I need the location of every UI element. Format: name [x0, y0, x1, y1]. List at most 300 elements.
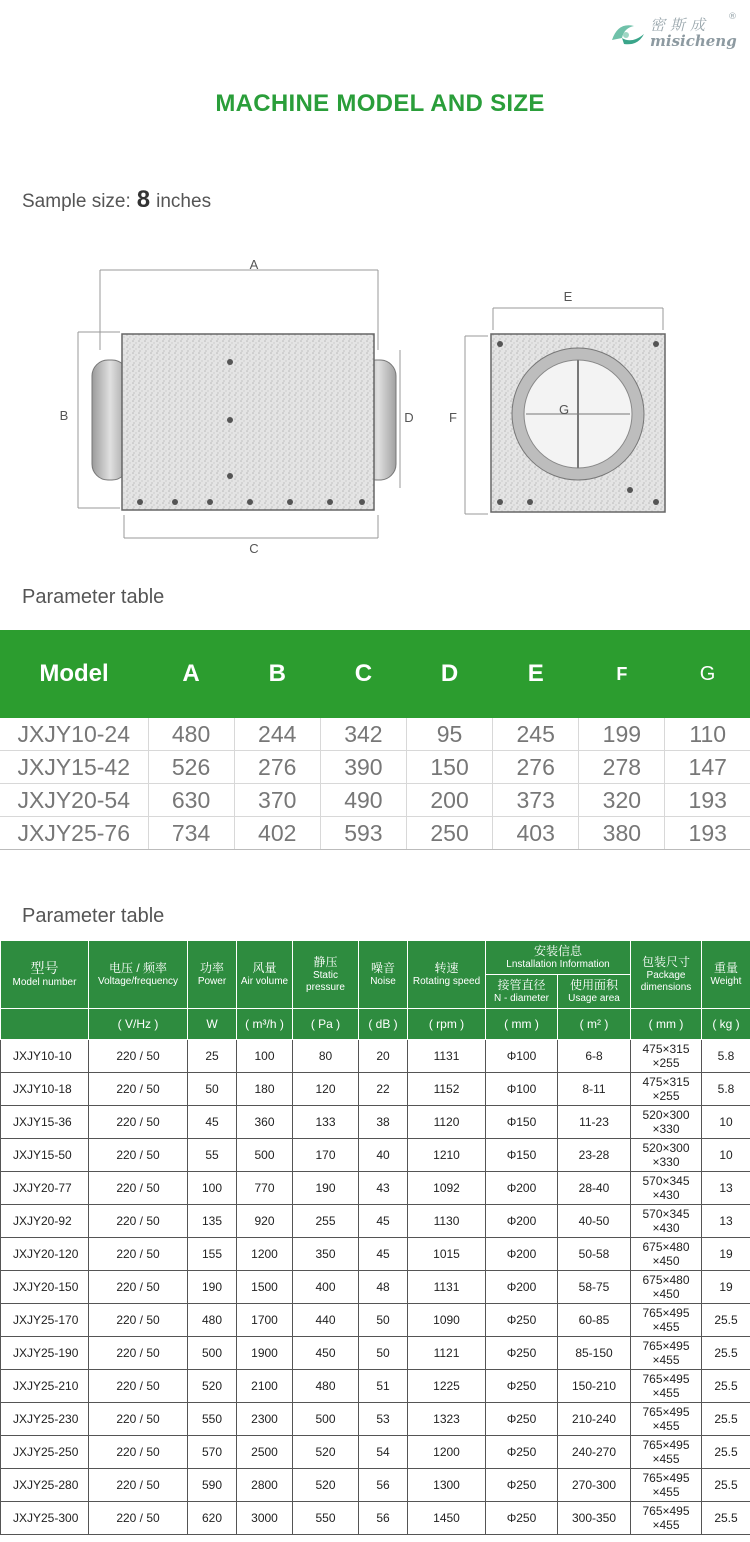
- table-cell: 500: [237, 1139, 293, 1172]
- weight-cell: 19: [702, 1238, 750, 1271]
- table-cell: 276: [493, 751, 579, 784]
- unit-package: ( mm ): [631, 1009, 702, 1040]
- unit-static: ( Pa ): [293, 1009, 359, 1040]
- weight-cell: 13: [702, 1172, 750, 1205]
- header-installation: 安装信息 Lnstallation Information: [486, 941, 631, 975]
- model-cell: JXJY15-50: [1, 1139, 89, 1172]
- package-line-1: 570×345: [642, 1174, 690, 1188]
- page-title: MACHINE MODEL AND SIZE: [215, 90, 545, 117]
- package-line-1: 765×495: [642, 1471, 690, 1485]
- header-voltage: 电压 / 频率 Voltage/frequency: [89, 941, 188, 1009]
- table-cell: 220 / 50: [89, 1073, 188, 1106]
- table-cell: 770: [237, 1172, 293, 1205]
- parameter-table: [0, 940, 750, 1535]
- table-cell: 220 / 50: [89, 1106, 188, 1139]
- model-cell: JXJY20-150: [1, 1271, 89, 1304]
- table-cell: 48: [359, 1271, 408, 1304]
- package-cell: [631, 1106, 702, 1139]
- table-cell: 45: [359, 1238, 408, 1271]
- table-cell: 56: [359, 1502, 408, 1535]
- table-cell: 135: [188, 1205, 237, 1238]
- table-cell: 190: [293, 1172, 359, 1205]
- table-cell: 40: [359, 1139, 408, 1172]
- package-cell: [631, 1139, 702, 1172]
- unit-power: W: [188, 1009, 237, 1040]
- package-line-2: ×330: [652, 1155, 680, 1169]
- table-cell: 210-240: [558, 1403, 631, 1436]
- table-row: [1, 1238, 750, 1271]
- table-cell: 450: [293, 1337, 359, 1370]
- package-line-2: ×455: [652, 1485, 680, 1499]
- table-cell: 110: [665, 718, 750, 751]
- table-cell: 25: [188, 1040, 237, 1073]
- table-cell: 220 / 50: [89, 1172, 188, 1205]
- dimension-diagram: [0, 250, 750, 560]
- table-cell: 220 / 50: [89, 1139, 188, 1172]
- table-cell: Φ250: [486, 1502, 558, 1535]
- table-cell: 45: [359, 1205, 408, 1238]
- table-cell: 402: [234, 817, 320, 850]
- package-cell: [631, 1073, 702, 1106]
- header-static-pressure: 静压 Static pressure: [293, 941, 359, 1009]
- table-cell: 440: [293, 1304, 359, 1337]
- table-cell: Φ100: [486, 1073, 558, 1106]
- package-line-1: 765×495: [642, 1372, 690, 1386]
- table-cell: Φ250: [486, 1337, 558, 1370]
- model-cell: JXJY15-42: [0, 751, 148, 784]
- sample-size-unit: inches: [156, 191, 212, 212]
- model-cell: JXJY10-18: [1, 1073, 89, 1106]
- table-cell: 2300: [237, 1403, 293, 1436]
- table-cell: 2500: [237, 1436, 293, 1469]
- header-e: E: [493, 630, 579, 718]
- weight-cell: 13: [702, 1205, 750, 1238]
- package-cell: [631, 1337, 702, 1370]
- header-c: C: [320, 630, 406, 718]
- table-cell: 220 / 50: [89, 1304, 188, 1337]
- package-line-2: ×255: [652, 1089, 680, 1103]
- table-cell: 480: [188, 1304, 237, 1337]
- package-line-1: 520×300: [642, 1108, 690, 1122]
- table-row: [1, 1040, 750, 1073]
- table-cell: 500: [293, 1403, 359, 1436]
- table-cell: 250: [406, 817, 492, 850]
- dimension-table: [0, 630, 750, 850]
- table-cell: 500: [188, 1337, 237, 1370]
- weight-cell: 25.5: [702, 1337, 750, 1370]
- model-cell: JXJY20-92: [1, 1205, 89, 1238]
- table-cell: 480: [293, 1370, 359, 1403]
- package-line-1: 475×315: [642, 1075, 690, 1089]
- table-cell: 1121: [408, 1337, 486, 1370]
- table-cell: 58-75: [558, 1271, 631, 1304]
- table-cell: 2800: [237, 1469, 293, 1502]
- table-cell: 1323: [408, 1403, 486, 1436]
- header-model: Model: [0, 630, 148, 718]
- label-f: F: [449, 410, 457, 425]
- table-cell: 85-150: [558, 1337, 631, 1370]
- table-cell: Φ250: [486, 1304, 558, 1337]
- weight-cell: 10: [702, 1106, 750, 1139]
- table-cell: 193: [665, 784, 750, 817]
- table-cell: 95: [406, 718, 492, 751]
- package-line-1: 675×480: [642, 1240, 690, 1254]
- table-cell: 360: [237, 1106, 293, 1139]
- unit-empty: [1, 1009, 89, 1040]
- table-cell: 550: [188, 1403, 237, 1436]
- table-row: [1, 1502, 750, 1535]
- table-row: [1, 1469, 750, 1502]
- table-cell: 220 / 50: [89, 1337, 188, 1370]
- package-cell: [631, 1370, 702, 1403]
- weight-cell: 25.5: [702, 1403, 750, 1436]
- unit-weight: ( kg ): [702, 1009, 750, 1040]
- header-rotating-speed: 转速 Rotating speed: [408, 941, 486, 1009]
- front-view: [449, 289, 665, 514]
- logo-english-text: misicheng: [650, 32, 737, 50]
- table-cell: 60-85: [558, 1304, 631, 1337]
- sample-size: [22, 186, 211, 214]
- table-cell: 155: [188, 1238, 237, 1271]
- table-cell: 193: [665, 817, 750, 850]
- header-model-number: 型号 Model number: [1, 941, 89, 1009]
- table-cell: 590: [188, 1469, 237, 1502]
- package-cell: [631, 1172, 702, 1205]
- package-line-2: ×455: [652, 1353, 680, 1367]
- table-cell: 526: [148, 751, 234, 784]
- table-cell: 620: [188, 1502, 237, 1535]
- package-line-2: ×455: [652, 1518, 680, 1532]
- table-cell: Φ200: [486, 1271, 558, 1304]
- model-cell: JXJY25-170: [1, 1304, 89, 1337]
- table-cell: 6-8: [558, 1040, 631, 1073]
- table-cell: Φ200: [486, 1172, 558, 1205]
- package-line-1: 570×345: [642, 1207, 690, 1221]
- label-a: A: [249, 257, 259, 272]
- table-cell: 390: [320, 751, 406, 784]
- table-cell: 220 / 50: [89, 1238, 188, 1271]
- table-cell: 220 / 50: [89, 1469, 188, 1502]
- table-row: [1, 1106, 750, 1139]
- table-cell: 300-350: [558, 1502, 631, 1535]
- table-cell: 480: [148, 718, 234, 751]
- table-cell: 1700: [237, 1304, 293, 1337]
- sample-size-number: 8: [136, 186, 151, 213]
- table-cell: Φ250: [486, 1436, 558, 1469]
- label-e: E: [563, 289, 573, 304]
- table-cell: Φ250: [486, 1370, 558, 1403]
- table-cell: 40-50: [558, 1205, 631, 1238]
- package-line-2: ×450: [652, 1254, 680, 1268]
- package-line-2: ×455: [652, 1419, 680, 1433]
- header-b: B: [234, 630, 320, 718]
- label-d: D: [404, 410, 414, 425]
- table-cell: 1015: [408, 1238, 486, 1271]
- table-cell: 23-28: [558, 1139, 631, 1172]
- table-cell: Φ250: [486, 1403, 558, 1436]
- table-row: [1, 1172, 750, 1205]
- table-cell: 400: [293, 1271, 359, 1304]
- header-g: G: [665, 630, 750, 718]
- weight-cell: 25.5: [702, 1469, 750, 1502]
- registered-mark: ®: [728, 12, 737, 22]
- table-cell: 45: [188, 1106, 237, 1139]
- weight-cell: 19: [702, 1271, 750, 1304]
- table-cell: 520: [188, 1370, 237, 1403]
- model-cell: JXJY20-77: [1, 1172, 89, 1205]
- model-cell: JXJY25-230: [1, 1403, 89, 1436]
- table-cell: 56: [359, 1469, 408, 1502]
- unit-voltage: ( V/Hz ): [89, 1009, 188, 1040]
- sample-size-prefix: Sample size:: [22, 191, 131, 212]
- package-line-2: ×430: [652, 1221, 680, 1235]
- label-g: G: [558, 402, 570, 417]
- table-cell: 403: [493, 817, 579, 850]
- package-line-2: ×455: [652, 1452, 680, 1466]
- table-cell: 1225: [408, 1370, 486, 1403]
- table-cell: 120: [293, 1073, 359, 1106]
- table-cell: 350: [293, 1238, 359, 1271]
- fan-logo-icon: [608, 18, 648, 48]
- table-cell: 1210: [408, 1139, 486, 1172]
- package-line-1: 520×300: [642, 1141, 690, 1155]
- weight-cell: 5.8: [702, 1073, 750, 1106]
- table-cell: 490: [320, 784, 406, 817]
- header-a: A: [148, 630, 234, 718]
- table-cell: 100: [188, 1172, 237, 1205]
- weight-cell: 10: [702, 1139, 750, 1172]
- model-cell: JXJY25-210: [1, 1370, 89, 1403]
- package-line-1: 765×495: [642, 1405, 690, 1419]
- table-cell: Φ250: [486, 1469, 558, 1502]
- table-cell: 50: [359, 1337, 408, 1370]
- table-cell: 1090: [408, 1304, 486, 1337]
- side-view: [60, 257, 414, 556]
- label-b: B: [59, 408, 69, 423]
- table-cell: 370: [234, 784, 320, 817]
- unit-diameter: ( mm ): [486, 1009, 558, 1040]
- weight-cell: 25.5: [702, 1370, 750, 1403]
- package-line-2: ×455: [652, 1386, 680, 1400]
- model-cell: JXJY20-54: [0, 784, 148, 817]
- table-row: [1, 1370, 750, 1403]
- table-cell: 550: [293, 1502, 359, 1535]
- table-cell: 55: [188, 1139, 237, 1172]
- table-cell: 245: [493, 718, 579, 751]
- table-row: [1, 1436, 750, 1469]
- table-cell: 220 / 50: [89, 1370, 188, 1403]
- model-cell: JXJY10-10: [1, 1040, 89, 1073]
- section-title-dimensions: Parameter table: [22, 586, 165, 608]
- table-cell: 1200: [237, 1238, 293, 1271]
- table-cell: 570: [188, 1436, 237, 1469]
- table-cell: 1130: [408, 1205, 486, 1238]
- unit-air: ( m³/h ): [237, 1009, 293, 1040]
- package-cell: [631, 1040, 702, 1073]
- package-cell: [631, 1238, 702, 1271]
- package-cell: [631, 1271, 702, 1304]
- package-line-1: 765×495: [642, 1306, 690, 1320]
- header-f: F: [579, 630, 665, 718]
- header-usage-area: 使用面积 Usage area: [558, 975, 631, 1009]
- package-cell: [631, 1502, 702, 1535]
- package-line-2: ×430: [652, 1188, 680, 1202]
- table-row: [0, 718, 750, 751]
- table-cell: 276: [234, 751, 320, 784]
- header-noise: 噪音 Noise: [359, 941, 408, 1009]
- package-cell: [631, 1469, 702, 1502]
- brand-logo: [608, 12, 738, 52]
- table-cell: 50: [359, 1304, 408, 1337]
- table-row: [1, 1205, 750, 1238]
- table-cell: 133: [293, 1106, 359, 1139]
- table-cell: 180: [237, 1073, 293, 1106]
- table-cell: 734: [148, 817, 234, 850]
- table-cell: 1131: [408, 1040, 486, 1073]
- table-cell: 150-210: [558, 1370, 631, 1403]
- table-cell: 255: [293, 1205, 359, 1238]
- package-line-1: 765×495: [642, 1504, 690, 1518]
- table-row: [1, 1271, 750, 1304]
- section-title-parameters: Parameter table: [22, 905, 165, 927]
- table-cell: 170: [293, 1139, 359, 1172]
- table-cell: 220 / 50: [89, 1040, 188, 1073]
- package-line-1: 765×495: [642, 1339, 690, 1353]
- table-cell: 1500: [237, 1271, 293, 1304]
- table-cell: 50: [188, 1073, 237, 1106]
- table-cell: Φ100: [486, 1040, 558, 1073]
- model-cell: JXJY15-36: [1, 1106, 89, 1139]
- header-package: 包装尺寸 Package dimensions: [631, 941, 702, 1009]
- header-air-volume: 风量 Air volume: [237, 941, 293, 1009]
- unit-speed: ( rpm ): [408, 1009, 486, 1040]
- table-cell: 1300: [408, 1469, 486, 1502]
- package-cell: [631, 1436, 702, 1469]
- header-power: 功率 Power: [188, 941, 237, 1009]
- weight-cell: 25.5: [702, 1502, 750, 1535]
- label-c: C: [249, 541, 259, 556]
- table-cell: 3000: [237, 1502, 293, 1535]
- model-cell: JXJY10-24: [0, 718, 148, 751]
- table-cell: 11-23: [558, 1106, 631, 1139]
- model-cell: JXJY25-300: [1, 1502, 89, 1535]
- package-line-2: ×330: [652, 1122, 680, 1136]
- table-cell: 51: [359, 1370, 408, 1403]
- package-line-2: ×450: [652, 1287, 680, 1301]
- table-cell: 220 / 50: [89, 1205, 188, 1238]
- header-weight: 重量 Weight: [702, 941, 750, 1009]
- table-cell: 147: [665, 751, 750, 784]
- unit-area: ( m² ): [558, 1009, 631, 1040]
- table-cell: 199: [579, 718, 665, 751]
- package-cell: [631, 1403, 702, 1436]
- table-cell: 244: [234, 718, 320, 751]
- table-cell: 920: [237, 1205, 293, 1238]
- table-cell: 20: [359, 1040, 408, 1073]
- table-cell: 220 / 50: [89, 1403, 188, 1436]
- table-cell: 630: [148, 784, 234, 817]
- unit-noise: ( dB ): [359, 1009, 408, 1040]
- table-cell: 270-300: [558, 1469, 631, 1502]
- table-cell: 50-58: [558, 1238, 631, 1271]
- table-cell: 373: [493, 784, 579, 817]
- table-cell: Φ150: [486, 1139, 558, 1172]
- table-row: [1, 1403, 750, 1436]
- table-cell: 240-270: [558, 1436, 631, 1469]
- table-cell: 342: [320, 718, 406, 751]
- table-cell: 38: [359, 1106, 408, 1139]
- package-line-1: 675×480: [642, 1273, 690, 1287]
- table-cell: Φ150: [486, 1106, 558, 1139]
- model-cell: JXJY25-280: [1, 1469, 89, 1502]
- table-cell: 22: [359, 1073, 408, 1106]
- package-line-2: ×255: [652, 1056, 680, 1070]
- package-line-1: 475×315: [642, 1042, 690, 1056]
- table-cell: 190: [188, 1271, 237, 1304]
- table-cell: 54: [359, 1436, 408, 1469]
- table-cell: 150: [406, 751, 492, 784]
- table-row: [1, 1304, 750, 1337]
- table-row: [0, 784, 750, 817]
- table-cell: 520: [293, 1469, 359, 1502]
- header-d: D: [406, 630, 492, 718]
- table-cell: 1152: [408, 1073, 486, 1106]
- table-cell: 593: [320, 817, 406, 850]
- table-cell: 220 / 50: [89, 1502, 188, 1535]
- table-row: [0, 817, 750, 850]
- model-cell: JXJY25-76: [0, 817, 148, 850]
- model-cell: JXJY20-120: [1, 1238, 89, 1271]
- table-cell: 1131: [408, 1271, 486, 1304]
- table-cell: Φ200: [486, 1238, 558, 1271]
- table-cell: 53: [359, 1403, 408, 1436]
- logo-chinese-text: 密斯成: [650, 16, 711, 34]
- weight-cell: 25.5: [702, 1436, 750, 1469]
- table-cell: 80: [293, 1040, 359, 1073]
- table-row: [1, 1073, 750, 1106]
- table-row: [0, 751, 750, 784]
- table-cell: 200: [406, 784, 492, 817]
- table-cell: 8-11: [558, 1073, 631, 1106]
- package-line-1: 765×495: [642, 1438, 690, 1452]
- table-row: [1, 1139, 750, 1172]
- table-row: [1, 1337, 750, 1370]
- table-cell: 320: [579, 784, 665, 817]
- table-cell: 43: [359, 1172, 408, 1205]
- table-cell: 1200: [408, 1436, 486, 1469]
- header-diameter: 接管直径 N - diameter: [486, 975, 558, 1009]
- weight-cell: 25.5: [702, 1304, 750, 1337]
- table-cell: 520: [293, 1436, 359, 1469]
- table-cell: Φ200: [486, 1205, 558, 1238]
- table-cell: 380: [579, 817, 665, 850]
- dimension-table-header: [0, 630, 750, 718]
- package-cell: [631, 1205, 702, 1238]
- table-cell: 278: [579, 751, 665, 784]
- table-cell: 1092: [408, 1172, 486, 1205]
- weight-cell: 5.8: [702, 1040, 750, 1073]
- package-cell: [631, 1304, 702, 1337]
- model-cell: JXJY25-190: [1, 1337, 89, 1370]
- table-cell: 220 / 50: [89, 1271, 188, 1304]
- model-cell: JXJY25-250: [1, 1436, 89, 1469]
- table-cell: 1450: [408, 1502, 486, 1535]
- table-cell: 1900: [237, 1337, 293, 1370]
- table-cell: 28-40: [558, 1172, 631, 1205]
- table-cell: 100: [237, 1040, 293, 1073]
- table-cell: 2100: [237, 1370, 293, 1403]
- table-cell: 220 / 50: [89, 1436, 188, 1469]
